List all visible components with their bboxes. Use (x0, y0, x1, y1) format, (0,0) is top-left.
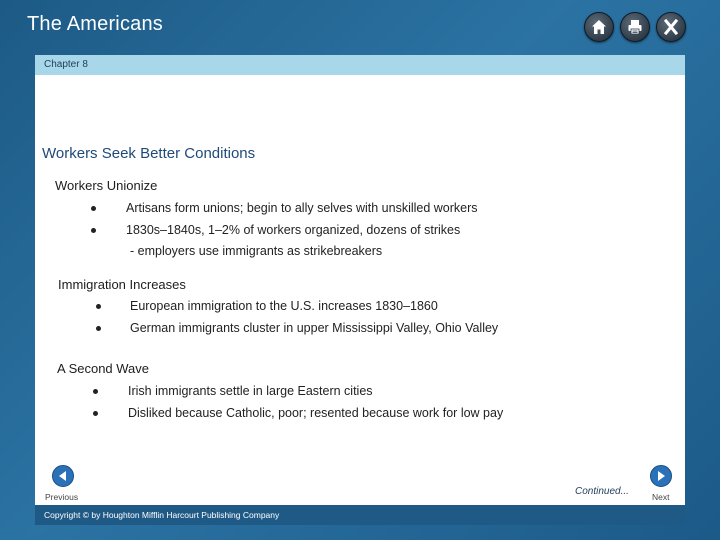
bullet-text: European immigration to the U.S. increases 1830–1860 (130, 299, 438, 313)
section-heading: Workers Unionize (55, 178, 158, 193)
bullet-dot (93, 389, 98, 394)
continued-label: Continued... (575, 486, 629, 497)
close-icon (663, 19, 679, 35)
bullet-text: Disliked because Catholic, poor; resented because work for low pay (128, 406, 504, 420)
slide-content (35, 75, 685, 505)
bullet-dot (93, 411, 98, 416)
bullet-dot (91, 206, 96, 211)
previous-label[interactable]: Previous (45, 492, 79, 502)
footer-bar (35, 505, 685, 525)
next-label[interactable]: Next (652, 492, 670, 502)
bullet-dot (91, 228, 96, 233)
print-button[interactable] (620, 12, 650, 42)
bullet-subline: - employers use immigrants as strikebreakers (130, 244, 383, 258)
close-button[interactable] (656, 12, 686, 42)
bullet-dot (96, 304, 101, 309)
arrow-left-icon (57, 470, 69, 482)
chapter-bar (35, 55, 685, 75)
section-heading: Immigration Increases (58, 277, 186, 292)
arrow-right-icon (655, 470, 667, 482)
home-button[interactable] (584, 12, 614, 42)
slide-title: Workers Seek Better Conditions (42, 145, 256, 162)
copyright-text: Copyright © by Houghton Mifflin Harcourt Publishing Company (44, 510, 280, 520)
bullet-text: 1830s–1840s, 1–2% of workers organized, dozens of strikes (126, 223, 461, 237)
next-button[interactable] (650, 465, 672, 487)
bullet-text: German immigrants cluster in upper Mississippi Valley, Ohio Valley (130, 321, 499, 335)
top-toolbar (584, 12, 686, 42)
bullet-dot (96, 326, 101, 331)
app-title: The Americans (27, 13, 163, 35)
previous-button[interactable] (52, 465, 74, 487)
chapter-label: Chapter 8 (44, 59, 88, 70)
home-icon (591, 19, 607, 35)
bullet-text: Irish immigrants settle in large Eastern cities (128, 384, 373, 398)
print-icon (627, 19, 643, 35)
bullet-text: Artisans form unions; begin to ally selves with unskilled workers (126, 201, 478, 215)
section-heading: A Second Wave (57, 361, 150, 376)
